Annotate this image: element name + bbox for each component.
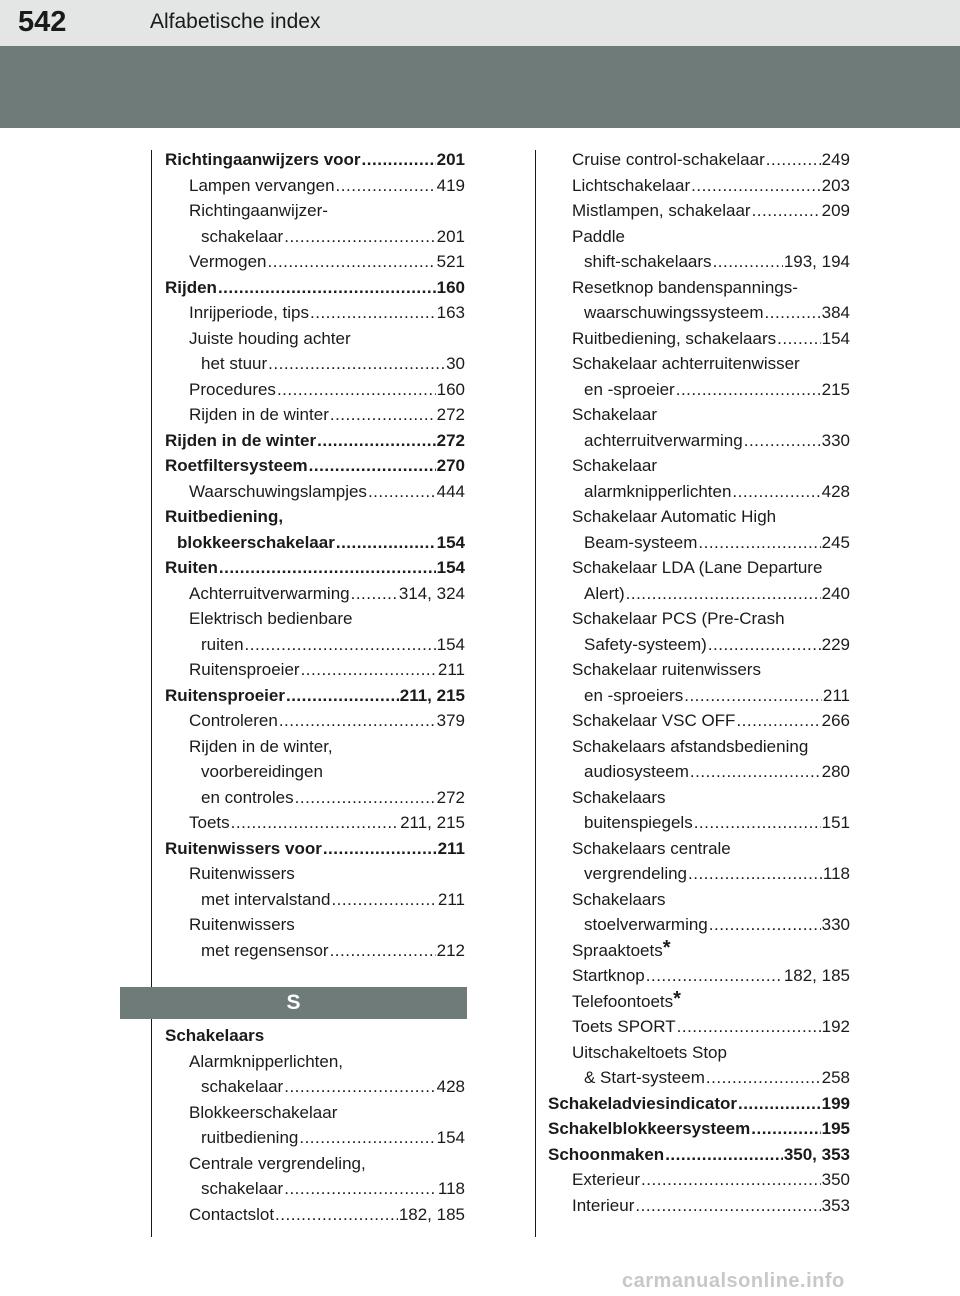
leader-dots [751,1116,820,1142]
index-entry [165,1100,465,1126]
index-entry [165,759,465,785]
index-entry-text: Beam-systeem [584,532,698,552]
index-entry-page: 215 [821,379,850,399]
index-entry-text: Waarschuwingslampjes [189,481,367,501]
index-entry [165,1023,465,1049]
leader-dots [331,887,436,913]
index-entry [165,555,465,581]
leader-dots [336,173,436,199]
index-entry-text: shift-schakelaars [584,252,712,271]
index-entry-text: alarmknipperlichten [584,481,732,501]
running-title: Alfabetische index [150,10,321,33]
leader-dots [336,530,436,556]
index-entry-text: Mistlampen, schakelaar [572,201,751,220]
index-entry-text: waarschuwingssysteem [584,303,764,322]
index-entry [548,810,850,836]
index-entry [548,249,850,275]
index-entry [548,1040,850,1066]
leader-dots [219,555,436,581]
index-entry-page: 379 [436,711,465,730]
index-entry [548,708,850,734]
index-entry-page: 419 [436,175,465,195]
index-entry [165,861,465,887]
index-entry-page: 209 [821,201,850,220]
index-entry-text: schakelaar [201,226,284,246]
leader-dots [330,402,436,428]
index-entry-page: 163 [436,303,465,322]
leader-dots [218,275,436,301]
index-entry-text: blokkeerschakelaar [177,532,335,552]
index-entry-text: Schakelaars [572,787,666,807]
leader-dots [295,785,436,811]
index-entry [165,810,465,836]
leader-dots [299,1125,435,1151]
index-entry-text: Rijden [165,277,217,297]
index-entry [548,1116,850,1142]
index-entry-text: audiosysteem [584,762,689,781]
index-entry-text: Paddle [572,226,625,246]
index-entry [165,606,465,632]
leader-dots [691,173,821,199]
index-entry-text: Ruiten [165,558,218,577]
index-entry [165,785,465,811]
index-entry [548,581,850,607]
index-entry-page: 330 [821,430,850,450]
index-entry-page: 240 [821,583,850,603]
leader-dots [351,581,398,607]
index-entry-text: Schakelaar PCS (Pre-Crash [572,609,785,628]
index-entry-page: 154 [436,532,465,552]
index-entry-text: Ruitenwissers [189,864,295,883]
index-entry-text: Richtingaanwijzer- [189,201,328,220]
index-entry-text: Safety-systeem) [584,634,707,654]
index-entry [548,173,850,199]
index-entry-text: Alert) [584,583,625,603]
leader-dots [713,249,783,275]
index-entry-text: achterruitverwarming [584,430,743,450]
index-entry [165,147,465,173]
index-entry [165,708,465,734]
index-entry [165,657,465,683]
index-entry-text: Spraaktoets [572,940,663,960]
index-entry [548,504,850,530]
index-entry-text: Schakelaar ruitenwissers [572,660,761,679]
index-entry-text: Schakelblokkeersysteem [548,1119,751,1138]
leader-dots [709,912,821,938]
leader-dots [330,938,436,964]
index-entry [165,326,465,352]
index-entry [548,759,850,785]
index-entry [165,377,465,403]
index-entry-text: Schakeladviesindicator [548,1093,737,1113]
index-entry [165,1176,465,1202]
index-entry-text: Cruise control-schakelaar [572,150,765,169]
index-column-left-top [165,147,465,963]
index-entry [165,479,465,505]
leader-dots [245,632,436,658]
leader-dots [279,708,436,734]
index-entry [548,402,850,428]
index-entry-text: Toets SPORT [572,1017,676,1036]
index-entry [165,1049,465,1075]
index-entry-text: Schakelaars [165,1026,265,1045]
leader-dots [362,147,436,173]
index-entry-text: Elektrisch bedienbare [189,609,353,628]
index-entry-text: Toets [189,813,230,832]
index-entry-page: 154 [821,328,850,348]
index-entry-page: 182, 185 [398,1204,465,1224]
index-entry [165,351,465,377]
index-entry-text: met regensensor [201,940,329,960]
leader-dots [284,224,435,250]
index-entry-text: met intervalstand [201,889,331,909]
index-entry [165,683,465,709]
leader-dots [732,479,820,505]
leader-dots [635,1193,820,1219]
leader-dots [301,657,437,683]
index-entry-text: voorbereidingen [201,762,323,781]
index-entry-text: stoelverwarming [584,915,708,934]
index-entry [548,861,850,887]
leader-dots [268,249,436,275]
leader-dots [284,1074,435,1100]
leader-dots [626,581,821,607]
leader-dots [708,632,821,658]
index-entry-page: 30 [446,354,465,373]
index-entry-text: Lichtschakelaar [572,175,691,195]
index-entry-text: ruitbediening [201,1128,299,1147]
leader-dots [284,1176,437,1202]
index-column-right [548,147,850,1218]
index-entry-page: 195 [821,1119,850,1138]
index-entry [165,938,465,964]
leader-dots [688,861,822,887]
leader-dots [268,351,445,377]
leader-dots [665,1142,783,1168]
index-entry-text: Procedures [189,379,276,399]
index-entry-text: schakelaar [201,1179,284,1198]
index-entry-text: Resetknop bandenspannings- [572,277,798,297]
index-entry-page: 211, 215 [399,685,465,705]
index-entry [165,912,465,938]
index-entry [165,1074,465,1100]
leader-dots [317,428,436,454]
index-entry-text: Schakelaar LDA (Lane Departure [572,558,823,577]
index-entry [165,1125,465,1151]
index-entry-text: Ruitenwissers [189,915,295,934]
leader-dots [736,708,820,734]
index-entry-page: 154 [436,634,465,654]
index-entry [165,836,465,862]
index-entry-text: Startknop [572,966,645,985]
index-entry-text: Rijden in de winter [189,405,329,424]
index-entry-page: 272 [436,787,465,807]
index-entry-text: Ruitensproeier [189,660,300,679]
index-entry-text: Juiste houding achter [189,328,351,348]
index-entry-page: 211 [822,685,850,705]
leader-dots [277,377,436,403]
leader-dots [646,963,783,989]
index-entry-page: 211 [437,660,465,679]
index-entry [548,836,850,862]
index-entry-page: 249 [821,150,850,169]
index-entry-page: 330 [821,915,850,934]
index-entry-page: 193, 194 [783,252,850,271]
index-entry-page: 212 [436,940,465,960]
index-entry-text: en -sproeier [584,379,675,399]
left-column-rule [151,150,152,1237]
index-entry [165,887,465,913]
index-entry [548,734,850,760]
index-entry [165,173,465,199]
leader-dots [676,377,821,403]
index-entry [548,198,850,224]
index-entry-text: Schakelaar [572,456,658,475]
index-entry-text: het stuur [201,354,268,373]
leader-dots [309,453,436,479]
index-entry-page: 280 [821,762,850,781]
index-entry [165,504,465,530]
index-entry-text: Rijden in de winter, [189,736,333,756]
leader-dots [677,1014,821,1040]
index-entry [548,377,850,403]
index-entry-page: 154 [436,1128,465,1147]
index-entry-page: 521 [436,252,465,271]
index-entry [548,351,850,377]
leader-dots [694,810,821,836]
index-entry [548,479,850,505]
index-entry-text: & Start-systeem [584,1068,705,1087]
index-entry-text: Controleren [189,711,278,730]
index-entry-page: 272 [436,405,465,424]
index-entry [548,1091,850,1117]
index-entry-page: 245 [821,532,850,552]
leader-dots [738,1091,821,1117]
index-entry-text: Contactslot [189,1204,275,1224]
index-entry-text: Centrale vergrendeling, [189,1153,366,1173]
index-entry-page: 160 [436,277,465,297]
index-entry-page: 444 [436,481,465,501]
index-entry [165,428,465,454]
index-entry-text: ruiten [201,634,244,654]
index-entry-page: 258 [821,1068,850,1087]
leader-dots [286,683,399,709]
index-entry-text: Schakelaar VSC OFF [572,711,736,730]
index-entry-page: 154 [436,558,465,577]
leader-dots [765,300,821,326]
leader-dots [777,326,821,352]
index-entry-page: 151 [821,813,850,832]
index-entry [548,912,850,938]
index-entry-text: Uitschakeltoets Stop [572,1042,727,1062]
header-band [0,46,960,128]
index-entry-text: Ruitensproeier [165,685,285,705]
index-entry-text: Schakelaar Automatic High [572,507,777,526]
index-entry-text: Vermogen [189,252,267,271]
index-entry: Telefoontoets * [548,989,850,1015]
index-entry-text: Richtingaanwijzers voor [165,150,361,169]
index-entry [548,632,850,658]
index-entry [548,1014,850,1040]
leader-dots [690,759,821,785]
leader-dots [368,479,436,505]
index-entry-page: 428 [436,1077,465,1096]
index-entry-page: 314, 324 [398,583,465,603]
index-entry [165,453,465,479]
index-entry-text: Inrijperiode, tips [189,303,310,322]
index-entry [548,963,850,989]
leader-dots [744,428,821,454]
index-entry [548,785,850,811]
index-entry-text: Rijden in de winter [165,430,317,450]
index-entry [548,326,850,352]
index-entry-text: vergrendeling [584,864,688,883]
index-entry-text: schakelaar [201,1077,284,1096]
index-entry-page: 192 [821,1017,850,1036]
index-entry [165,1151,465,1177]
leader-dots [698,530,820,556]
index-entry-text: Alarmknipperlichten, [189,1051,344,1071]
index-entry [165,300,465,326]
index-entry [548,887,850,913]
index-entry-text: en -sproeiers [584,685,684,705]
index-entry-text: buitenspiegels [584,813,693,832]
index-entry-text: Schakelaars centrale [572,838,731,858]
leader-dots [323,836,437,862]
index-entry-page: 118 [437,1179,465,1198]
index-entry-text: Ruitenwissers voor [165,838,322,858]
index-entry: Spraaktoets * [548,938,850,964]
index-entry [548,606,850,632]
page-header [0,0,960,46]
index-entry-text: Achterruitverwarming [189,583,350,603]
index-entry-page: 350 [821,1170,850,1189]
leader-dots [684,683,822,709]
right-column-rule [535,150,536,1237]
index-entry-text: Schoonmaken [548,1144,665,1164]
index-entry [548,1065,850,1091]
index-entry-text: en controles [201,787,294,807]
index-column-left-bottom [165,1023,465,1227]
page-number: 542 [18,6,67,38]
index-entry [548,147,850,173]
leader-dots [706,1065,821,1091]
index-entry-text: Ruitbediening, [165,507,284,526]
index-entry-text: Blokkeerschakelaar [189,1102,338,1122]
index-entry [548,1167,850,1193]
index-entry-page: 118 [822,864,850,883]
index-entry-page: 199 [821,1093,850,1113]
index-entry-page: 266 [821,711,850,730]
index-entry [548,1142,850,1168]
index-entry [548,530,850,556]
index-entry-page: 201 [436,150,465,169]
index-entry-text: Lampen vervangen [189,175,335,195]
index-entry [165,530,465,556]
watermark: carmanualsonline.info [622,1270,845,1292]
index-entry [165,402,465,428]
index-entry [165,632,465,658]
index-entry-text: Schakelaar achterruitenwisser [572,354,800,373]
index-entry-page: 182, 185 [783,966,850,985]
index-entry-page: 160 [436,379,465,399]
index-entry-text: Exterieur [572,1170,641,1189]
index-entry [165,249,465,275]
index-entry [165,275,465,301]
index-entry [548,275,850,301]
index-entry-page: 211 [437,889,465,909]
index-entry-page: 229 [821,634,850,654]
index-entry [165,198,465,224]
index-entry-page: 211, 215 [400,813,465,832]
section-header-s: S [120,987,467,1019]
leader-dots [641,1167,821,1193]
index-entry-text: Schakelaars afstandsbediening [572,736,809,756]
index-entry [165,1202,465,1228]
index-entry [548,224,850,250]
index-entry [548,428,850,454]
index-entry [165,734,465,760]
index-entry-page: 350, 353 [783,1144,850,1164]
leader-dots [310,300,436,326]
index-entry-text: Roetfiltersysteem [165,456,308,475]
index-entry [165,581,465,607]
index-entry-page: 270 [436,456,465,475]
leader-dots [275,1202,398,1228]
index-entry-page: 353 [821,1195,850,1215]
leader-dots [766,147,821,173]
index-entry-text: Telefoontoets [572,991,674,1011]
index-entry-page: 272 [436,430,465,450]
index-entry-page: 384 [821,303,850,322]
index-entry [548,1193,850,1219]
index-entry-text: Schakelaars [572,889,666,909]
index-entry [165,224,465,250]
index-entry-text: Interieur [572,1195,635,1215]
index-entry-page: 428 [821,481,850,501]
leader-dots [231,810,399,836]
index-entry [548,683,850,709]
index-entry-page: 211 [437,838,465,858]
index-entry-text: Ruitbediening, schakelaars [572,328,777,348]
index-entry [548,453,850,479]
index-entry-page: 203 [821,175,850,195]
index-entry [548,300,850,326]
index-entry [548,555,850,581]
index-entry-page: 201 [436,226,465,246]
index-entry [548,657,850,683]
index-entry-text: Schakelaar [572,405,658,424]
leader-dots [752,198,821,224]
